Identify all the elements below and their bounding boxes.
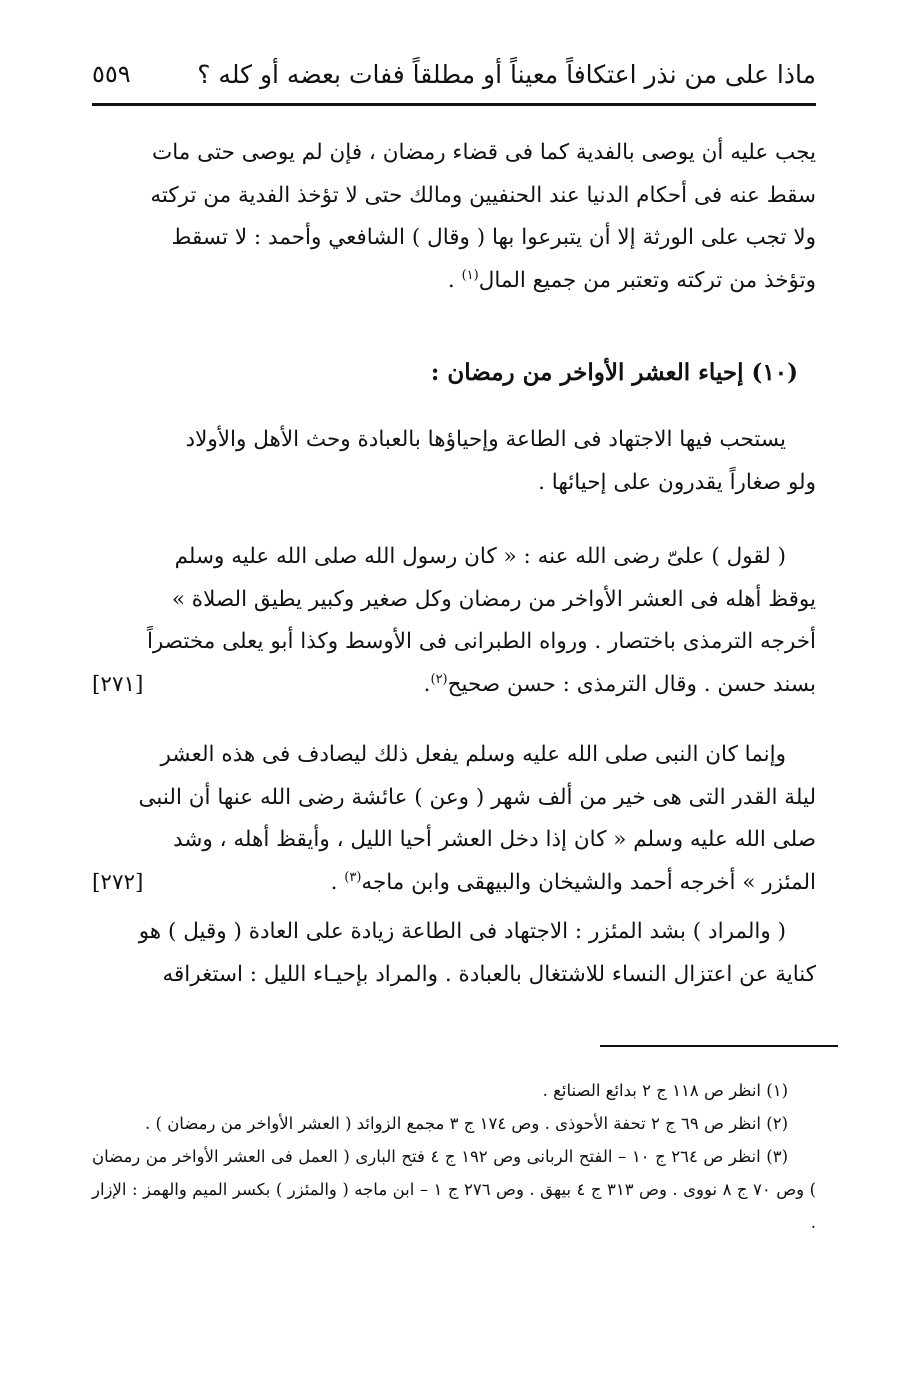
text-line: يوقظ أهله فى العشر الأواخر من رمضان وكل صغير وكبير يطيق الصلاة » [171, 586, 816, 612]
text-line [92, 260, 816, 303]
footnote-marker-2: (٢) [430, 671, 448, 687]
text-line-body [331, 862, 816, 905]
hadith-number: [٢٧١] [92, 671, 144, 697]
text-line: أخرجه الترمذى باختصار . ورواه الطبرانى فى الأوسط وكذا أبو يعلى مختصراً [146, 629, 816, 654]
footnote-separator [600, 1045, 838, 1047]
section-heading: (١٠) إحياء العشر الأواخر من رمضان : [430, 359, 798, 386]
paragraph-3 [92, 536, 816, 706]
text-line: صلى الله عليه وسلم « كان إذا دخل العشر أحيا الليل ، وأيقظ أهله ، وشد [173, 827, 816, 852]
footnote-1: (١) انظر ص ١١٨ ج ٢ بدائع الصنائع . [542, 1081, 788, 1100]
text-line-end: . [423, 671, 431, 697]
text-line: ( لقول ) علىّ رضى الله عنه : « كان رسول الله صلى الله عليه وسلم [174, 544, 786, 569]
text-line: يستحب فيها الاجتهاد فى الطاعة وإحياؤها بالعبادة وحث الأهل والأولاد [185, 427, 786, 452]
text-line-main: وتؤخذ من تركته وتعتبر من جميع المال [478, 267, 816, 293]
text-line: ولا تجب على الورثة إلا أن يتبرعوا بها ( وقال ) الشافعي وأحمد : لا تسقط [171, 225, 816, 250]
text-line: سقط عنه فى أحكام الدنيا عند الحنفيين ومالك حتى لا تؤخذ الفدية من تركته [150, 182, 816, 208]
text-line-main: بسند حسن . وقال الترمذى : حسن صحيح [447, 671, 816, 697]
footnote-3: (٣) انظر ص ٢٦٤ ج ١٠ – الفتح الربانى وص ١٩٢ ج ٤ فتح البارى ( العمل فى العشر الأواخر من رمضان ) وص ٧٠ ج ٨ نووى . وص ٣١٣ ج ٤ بيهق . وص ٢٧٦ ج ١ – ابن ماجه ( والمئزر ) بكسر الميم والهمز : الإزار . [92, 1147, 817, 1232]
paragraph-4 [92, 734, 816, 904]
text-line: ليلة القدر التى هى خير من ألف شهر ( وعن ) عائشة رضى الله عنها أن النبى [138, 784, 816, 810]
header-rule [92, 103, 816, 106]
text-line: يجب عليه أن يوصى بالفدية كما فى قضاء رمضان ، فإن لم يوصى حتى مات [152, 140, 816, 165]
footnote-marker-3: (٣) [344, 869, 362, 885]
paragraph-5 [92, 911, 816, 996]
hadith-number: [٢٧٢] [92, 869, 144, 895]
footnote-marker-1: (١) [461, 267, 479, 283]
running-header [92, 52, 816, 96]
paragraph-1 [92, 132, 816, 302]
text-line [92, 862, 816, 905]
footnotes [92, 1074, 816, 1239]
page-number: ٥٥٩ [92, 60, 131, 88]
footnote-2: (٢) انظر ص ٦٩ ج ٢ تحفة الأحوذى . وص ١٧٤ ج ٣ مجمع الزوائد ( العشر الأواخر من رمضان ) . [145, 1114, 788, 1133]
text-line-end: . [447, 267, 462, 293]
paragraph-2 [92, 419, 816, 504]
text-line: كناية عن اعتزال النساء للاشتغال بالعبادة . والمراد بإحيـاء الليل : استغراقه [162, 961, 816, 987]
text-line-body [424, 664, 816, 707]
text-line: ولو صغاراً يقدرون على إحيائها . [538, 469, 816, 495]
text-line [92, 664, 816, 707]
text-line-end: . [330, 869, 345, 895]
running-header-title: ماذا على من نذر اعتكافاً معيناً أو مطلقاً ففات بعضه أو كله ؟ [197, 59, 816, 89]
text-line: وإنما كان النبى صلى الله عليه وسلم يفعل ذلك ليصادف فى هذه العشر [160, 742, 786, 767]
text-line: ( والمراد ) بشد المئزر : الاجتهاد فى الطاعة زيادة على العادة ( وقيل ) هو [138, 919, 786, 944]
text-line-main: المئزر » أخرجه أحمد والشيخان والبيهقى وابن ماجه [361, 869, 816, 895]
